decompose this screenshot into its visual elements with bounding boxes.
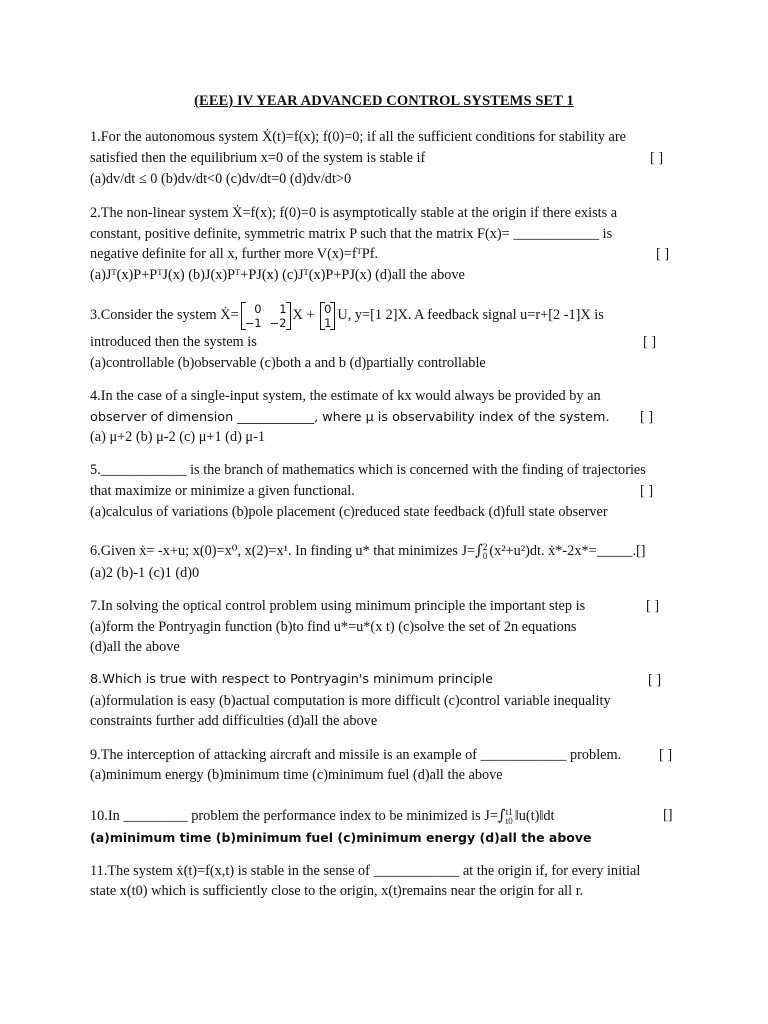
q7-line2: (a)form the Pontryagin function (b)to find u*=u*(x t) (c)solve the set of 2n equations — [90, 619, 577, 635]
q4-answer-bracket[interactable]: [ ] — [640, 409, 654, 425]
q8-answer-bracket[interactable]: [ ] — [648, 672, 662, 688]
q3-mid: X + — [292, 307, 319, 323]
q6-line1-a: 6.Given ẋ= -x+u; x(0)=x⁰, x(2)=x¹. In finding u* that minimizes J= — [90, 543, 476, 559]
q2-options: (a)Jᵀ(x)P+PᵀJ(x) (b)J(x)Pᵀ+PJ(x) (c)Jᵀ(x)P+PJ(x) (d)all the above — [90, 267, 465, 283]
q6-options: (a)2 (b)-1 (c)1 (d)0 — [90, 565, 200, 581]
q5-line2: that maximize or minimize a given functional. — [90, 483, 355, 499]
q4-line2-a: observer of dimension — [90, 410, 238, 425]
q6-line1-b: (x²+u²)dt. ẋ*-2x*=_____. — [489, 543, 637, 559]
q4-line2 — [90, 408, 610, 427]
matrix-a-cell: −2 — [269, 315, 287, 330]
q10-int-upper: t1 — [505, 806, 513, 817]
q10-int-lower: t0 — [505, 815, 513, 826]
q10-line1 — [90, 803, 555, 828]
q10-options: (a)minimum time (b)minimum fuel (c)minimum energy (d)all the above — [90, 830, 592, 845]
q9-options: (a)minimum energy (b)minimum time (c)minimum fuel (d)all the above — [90, 767, 503, 783]
q6-int-upper: 2 — [482, 541, 488, 552]
q10-line1-b: ‖u(t)‖dt — [514, 808, 555, 824]
q2-answer-bracket[interactable]: [ ] — [656, 246, 670, 262]
q3-line2: introduced then the system is — [90, 334, 257, 350]
q2-line2: constant, positive definite, symmetric matrix P such that the matrix F(x)= ____________ is — [90, 226, 613, 242]
matrix-a-cell: −1 — [244, 315, 262, 330]
q3-options: (a)controllable (b)observable (c)both a and b (d)partially controllable — [90, 355, 486, 371]
q8-line1: 8.Which is true with respect to Pontryagin's minimum principle — [90, 672, 494, 687]
matrix-a-cell: 1 — [279, 301, 287, 316]
integral-icon: ∫ — [475, 541, 483, 559]
q4-line2-b: ____________, where μ is observability index of the system. — [237, 410, 610, 425]
page-title: (EEE) IV YEAR ADVANCED CONTROL SYSTEMS SET 1 — [194, 93, 574, 109]
q8-line2: (a)formulation is easy (b)actual computation is more difficult (c)control variable inequality — [90, 693, 611, 709]
q5-options: (a)calculus of variations (b)pole placement (c)reduced state feedback (d)full state observer — [90, 504, 608, 520]
q3-line1 — [90, 300, 604, 330]
q10-answer-bracket[interactable]: [] — [663, 807, 673, 823]
q2-line1: 2.The non-linear system Ẋ=f(x); f(0)=0 is asymptotically stable at the origin if there exists a — [90, 205, 618, 221]
q4-options: (a) μ+2 (b) μ-2 (c) μ+1 (d) μ-1 — [90, 429, 265, 445]
matrix-b-cell: 0 — [324, 301, 332, 316]
q4-line1: 4.In the case of a single-input system, the estimate of kx would always be provided by an — [90, 388, 601, 404]
q9-line1: 9.The interception of attacking aircraft and missile is an example of ____________ problem. — [90, 747, 622, 763]
q7-answer-bracket[interactable]: [ ] — [646, 598, 660, 614]
q8-line3: constraints further add difficulties (d)all the above — [90, 713, 378, 729]
q6-line1 — [90, 538, 646, 563]
q6-int-lower: 0 — [482, 550, 488, 561]
q3-suffix: U, y=[1 2]X. A feedback signal u=r+[2 -1]X is — [337, 307, 604, 323]
q11-line2: state x(t0) which is sufficiently close to the origin, x(t)remains near the origin for all r. — [90, 883, 584, 899]
q1-answer-bracket[interactable]: [ ] — [650, 150, 664, 166]
integral-icon: ∫ — [497, 806, 506, 824]
q6-answer-bracket[interactable]: [] — [636, 543, 646, 559]
q10-line1-a: 10.In _________ problem the performance index to be minimized is J= — [90, 808, 498, 824]
q5-answer-bracket[interactable]: [ ] — [640, 483, 654, 499]
q2-line3: negative definite for all x, further more V(x)=fᵀPf. — [90, 246, 379, 262]
matrix-a-cell: 0 — [254, 301, 262, 316]
q1-options: (a)dv/dt ≤ 0 (b)dv/dt<0 (c)dv/dt=0 (d)dv/dt>0 — [90, 171, 352, 187]
q11-line1: 11.The system ẋ(t)=f(x,t) is stable in the sense of ____________ at the origin if, for every initial — [90, 863, 641, 879]
q9-answer-bracket[interactable]: [ ] — [659, 747, 673, 763]
q7-line1: 7.In solving the optical control problem using minimum principle the important step is — [90, 598, 586, 614]
q3-answer-bracket[interactable]: [ ] — [643, 334, 657, 350]
q1-line1: 1.For the autonomous system Ẋ(t)=f(x); f(0)=0; if all the sufficient conditions for stability are — [90, 129, 627, 145]
q7-line3: (d)all the above — [90, 639, 180, 655]
q3-matrix-b — [320, 302, 335, 330]
q10-limits — [506, 808, 513, 826]
q5-line1: 5.____________ is the branch of mathematics which is concerned with the finding of trajectories — [90, 462, 646, 478]
matrix-b-cell: 1 — [324, 315, 332, 330]
q1-line2: satisfied then the equilibrium x=0 of the system is stable if — [90, 150, 426, 166]
q3-prefix: 3.Consider the system Ẋ= — [90, 307, 239, 323]
q3-matrix-a — [241, 302, 291, 330]
q6-limits — [483, 543, 488, 561]
